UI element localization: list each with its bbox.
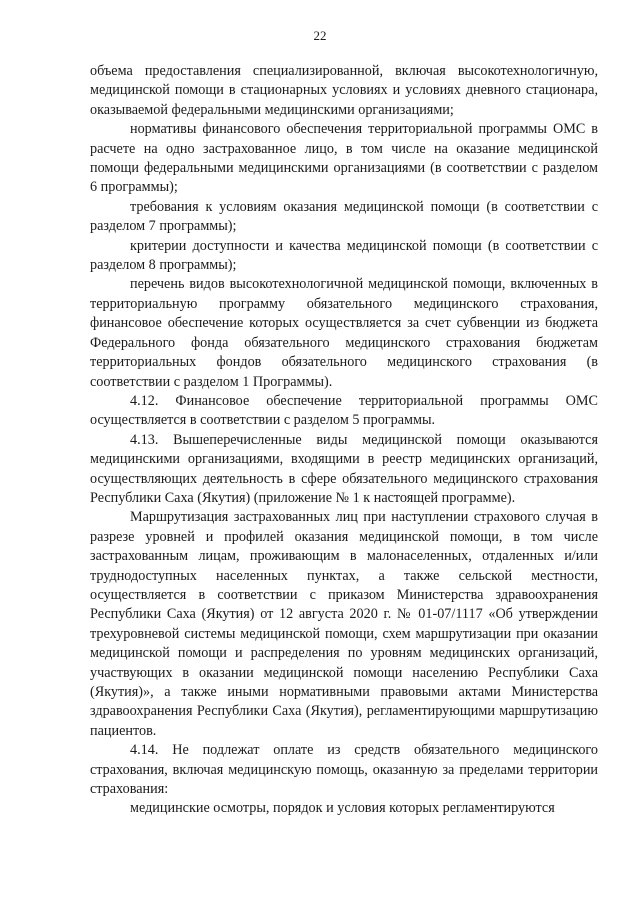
paragraph-high-tech-list: перечень видов высокотехнологичной медицинской помощи, включенных в территориальную программу обязательного медицинского страхования, финансовое обеспечение которых осуществляется за счет субвенции из бюджета Федерального фонда обязательного медицинского страхования бюджетам территориальных фондов обязательного медицинского страхования (в соответствии с разделом 1 Программы).: [90, 276, 598, 390]
page-number: 22: [313, 28, 327, 43]
paragraph-medical-exams: медицинские осмотры, порядок и условия которых регламентируются: [130, 800, 555, 817]
paragraph-section-4-13: 4.13. Вышеперечисленные виды медицинской помощи оказываются медицинскими организациями, входящими в реестр медицинских организаций, осуществляющих деятельность в сфере обязательного медицинского страхования Республики Саха (Якутия) (приложение № 1 к настоящей программе).: [90, 431, 598, 506]
paragraph-financing-norms: нормативы финансового обеспечения территориальной программы ОМС в расчете на одно застрахованное лицо, в том числе на оказание медицинской помощи федеральными медицинскими организациями (в соответствии с разделом 6 программы);: [90, 121, 598, 196]
paragraph-section-4-14: 4.14. Не подлежат оплате из средств обязательного медицинского страхования, включая медицинскую помощь, оказанную за пределами территории страхования:: [90, 742, 598, 798]
document-body: [90, 62, 598, 819]
paragraph-care-conditions: требования к условиям оказания медицинской помощи (в соответствии с разделом 7 программы);: [90, 198, 598, 235]
paragraph-quality-criteria: критерии доступности и качества медицинской помощи (в соответствии с разделом 8 программы);: [90, 237, 598, 274]
paragraph-continuation: объема предоставления специализированной, включая высокотехнологичную, медицинской помощи в стационарных условиях и условиях дневного стационара, оказываемой федеральными медицинскими организациями;: [90, 63, 598, 118]
paragraph-routing: Маршрутизация застрахованных лиц при наступлении страхового случая в разрезе уровней и профилей оказания медицинской помощи, в том числе застрахованным лицам, проживающим в малонаселенных, отдаленных и/или труднодоступных населенных пунктах, а также сельской местности, осуществляется в соответствии с приказом Министерства здравоохранения Республики Саха (Якутия) от 12 августа 2020 г. № 01-07/1117 «Об утверждении трехуровневой системы медицинской помощи, схем маршрутизации при оказании медицинской помощи и распределения по уровням медицинских организаций, участвующих в оказании медицинской помощи населению Республики Саха (Якутия)», а также иными нормативными правовыми актами Министерства здравоохранения Республики Саха (Якутия), регламентирующими маршрутизацию пациентов.: [90, 509, 598, 739]
paragraph-section-4-12: 4.12. Финансовое обеспечение территориальной программы ОМС осуществляется в соответствии с разделом 5 программы.: [90, 392, 598, 429]
